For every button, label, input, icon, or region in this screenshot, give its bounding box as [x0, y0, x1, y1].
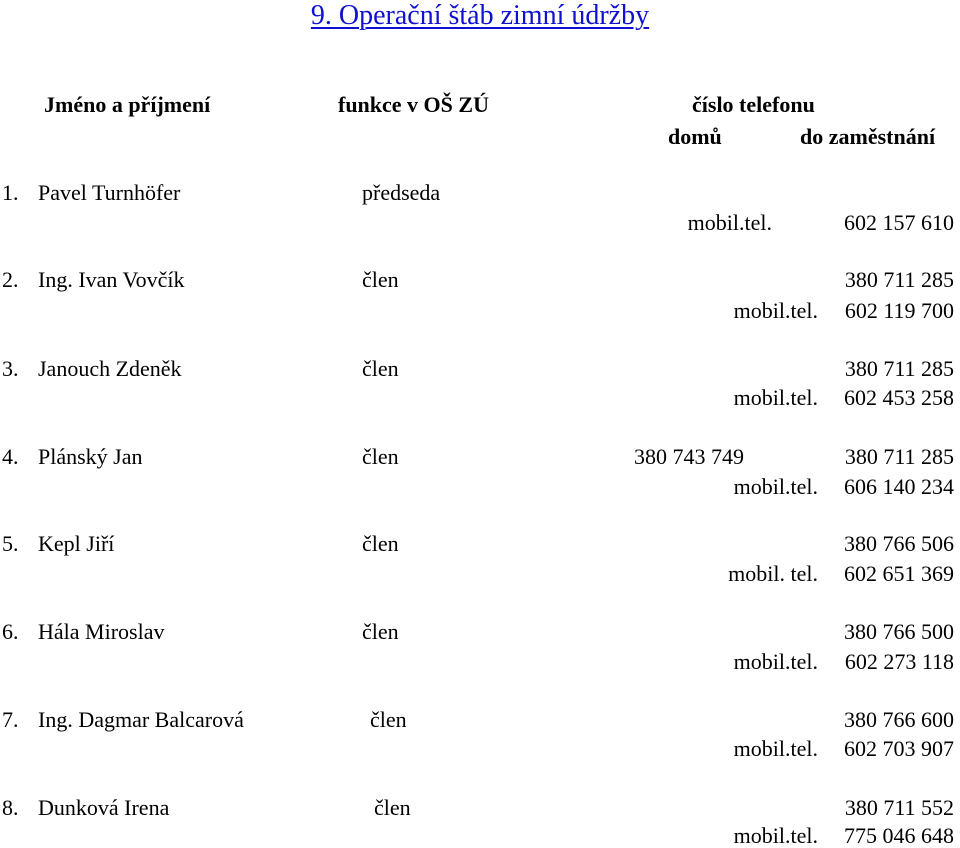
home-phone: 380 743 749 [634, 444, 744, 469]
mobile-label: mobil.tel. [733, 474, 818, 499]
member-name: Plánský Jan [38, 444, 143, 469]
member-number: 2. [2, 267, 19, 292]
page-title: 9. Operační štáb zimní údržby [310, 0, 650, 31]
mobile-number: 602 273 118 [844, 649, 954, 674]
work-phone: 380 766 506 [844, 531, 954, 556]
member-name: Ing. Dagmar Balcarová [38, 707, 244, 732]
member-number: 1. [2, 180, 19, 205]
mobile-label: mobil.tel. [733, 736, 818, 761]
member-function: člen [362, 267, 399, 292]
mobile-label: mobil.tel. [733, 823, 818, 848]
mobile-number: 606 140 234 [844, 474, 954, 499]
member-function: člen [362, 444, 399, 469]
work-phone: 380 711 285 [844, 356, 954, 381]
mobile-number: 602 703 907 [844, 736, 954, 761]
mobile-label: mobil. tel. [728, 561, 818, 586]
member-name: Kepl Jiří [38, 531, 115, 556]
header-home: domů [668, 124, 722, 149]
member-function: člen [374, 795, 411, 820]
mobile-number: 775 046 648 [844, 823, 954, 848]
mobile-label: mobil.tel. [687, 210, 772, 235]
member-function: člen [362, 619, 399, 644]
mobile-label: mobil.tel. [733, 649, 818, 674]
mobile-number: 602 157 610 [844, 210, 954, 235]
work-phone: 380 766 500 [844, 619, 954, 644]
member-number: 6. [2, 619, 19, 644]
header-name: Jméno a příjmení [44, 92, 211, 117]
mobile-number: 602 119 700 [844, 298, 954, 323]
member-name: Hála Miroslav [38, 619, 165, 644]
header-work: do zaměstnání [800, 124, 936, 149]
member-name: Ing. Ivan Vovčík [38, 267, 185, 292]
member-number: 5. [2, 531, 19, 556]
work-phone: 380 711 285 [844, 444, 954, 469]
member-name: Pavel Turnhöfer [38, 180, 181, 205]
member-function: předseda [362, 180, 441, 205]
header-function: funkce v OŠ ZÚ [338, 92, 489, 117]
member-name: Janouch Zdeněk [38, 356, 182, 381]
member-number: 4. [2, 444, 19, 469]
mobile-number: 602 453 258 [844, 385, 954, 410]
work-phone: 380 766 600 [844, 707, 954, 732]
member-function: člen [362, 531, 399, 556]
mobile-number: 602 651 369 [844, 561, 954, 586]
mobile-label: mobil.tel. [733, 298, 818, 323]
work-phone: 380 711 552 [844, 795, 954, 820]
member-function: člen [362, 356, 399, 381]
work-phone: 380 711 285 [844, 267, 954, 292]
member-name: Dunková Irena [38, 795, 170, 820]
mobile-label: mobil.tel. [733, 385, 818, 410]
header-phone: číslo telefonu [692, 92, 815, 117]
member-function: člen [370, 707, 407, 732]
member-number: 3. [2, 356, 19, 381]
member-number: 8. [2, 795, 19, 820]
member-number: 7. [2, 707, 19, 732]
